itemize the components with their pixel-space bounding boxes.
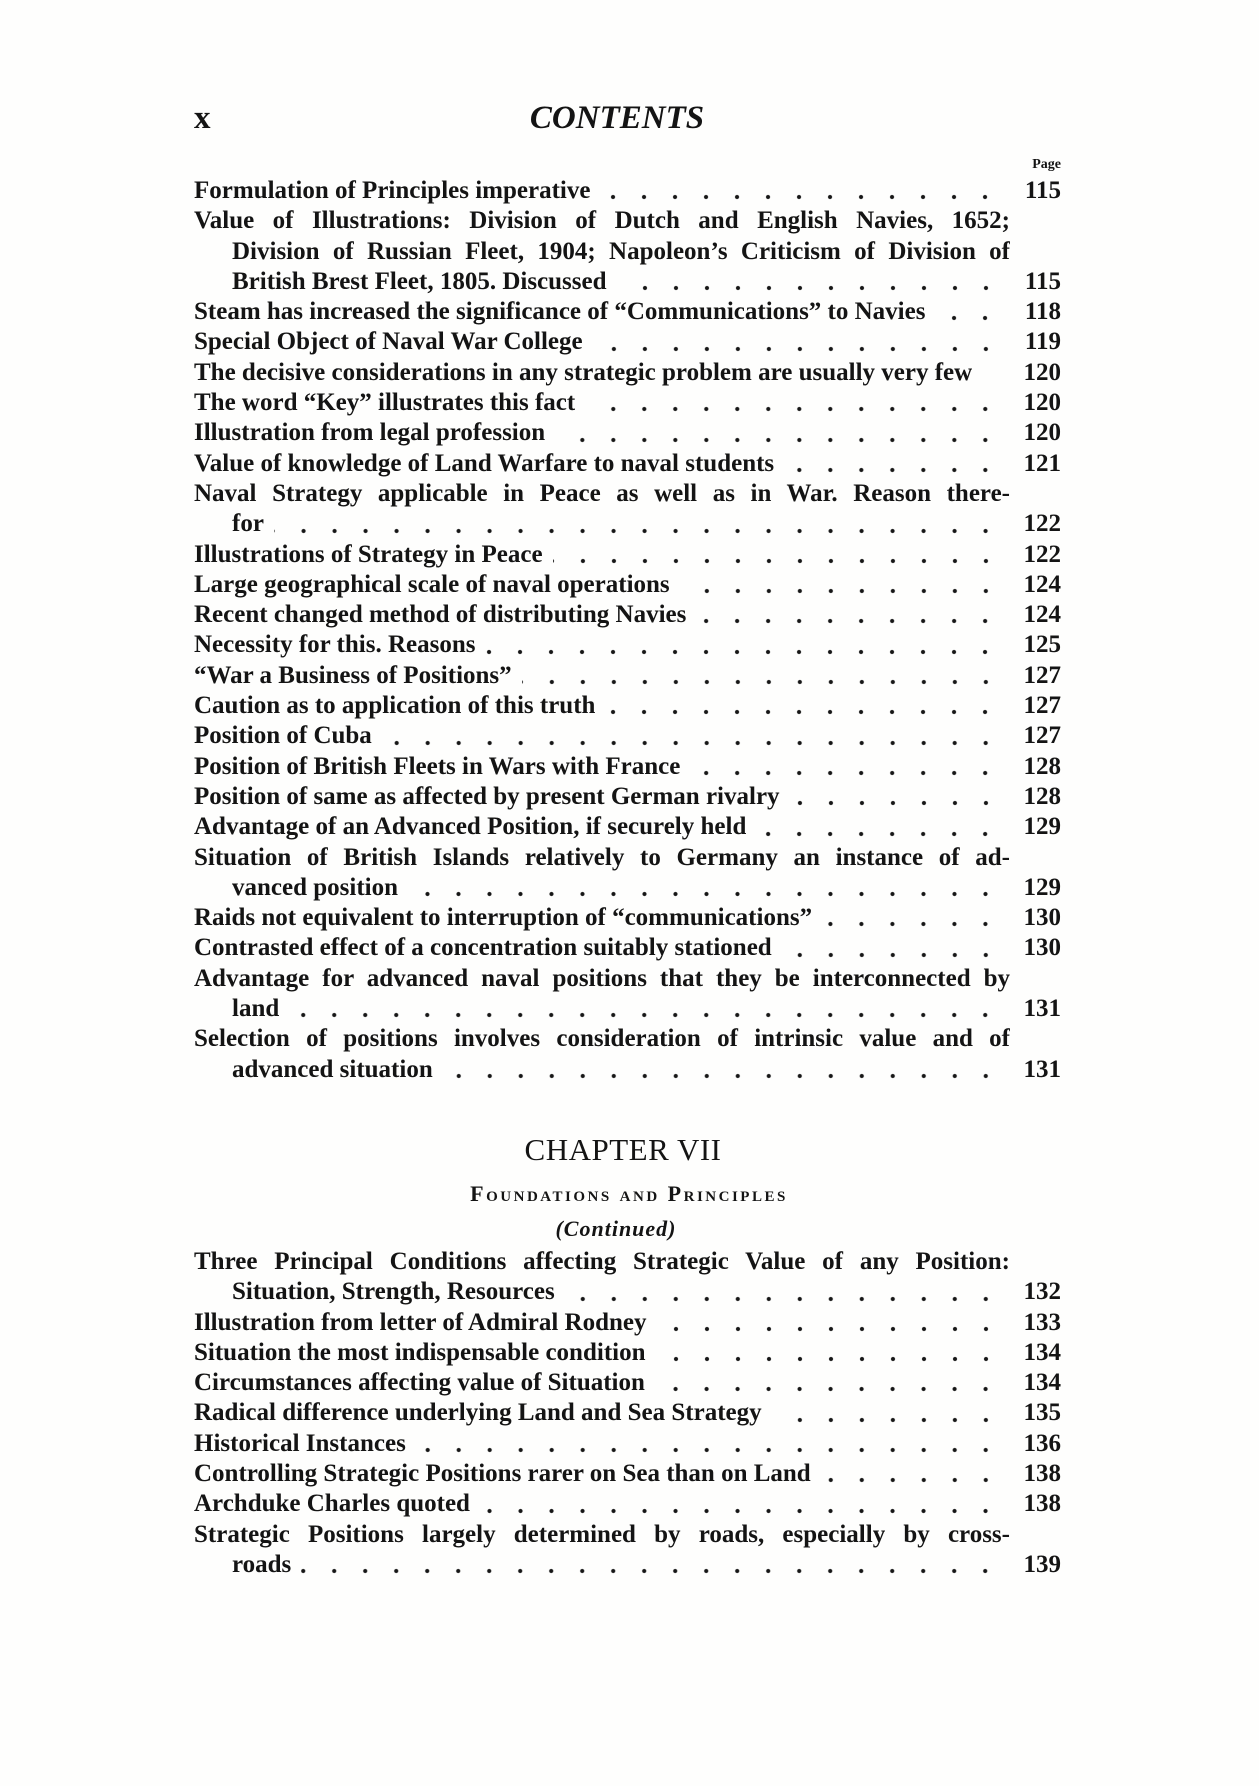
entry-title-line: Selection of positions involves consideration of intrinsic value and of — [194, 1025, 1010, 1053]
page-number: 127 — [1023, 692, 1061, 720]
page-number: 138 — [1023, 1460, 1061, 1488]
page-number: 135 — [1023, 1399, 1061, 1427]
entry-title: Steam has increased the significance of “Communications” to Navies — [194, 298, 926, 326]
page-number: 122 — [1023, 540, 1061, 568]
entry-title: Contrasted effect of a concentration suitably stationed — [194, 934, 772, 962]
toc-entry — [194, 206, 1061, 297]
toc-line — [194, 297, 1061, 327]
page-number: 130 — [1023, 904, 1061, 932]
dot-leader — [784, 449, 1001, 479]
dot-leader — [553, 540, 1001, 570]
page-column-label: Page — [1032, 157, 1061, 172]
page-number: 125 — [1023, 631, 1061, 659]
toc-entry — [194, 933, 1061, 963]
toc-line — [194, 1308, 1061, 1338]
toc-line — [194, 1368, 1061, 1398]
dot-leader — [443, 1055, 1001, 1085]
toc-entry — [194, 176, 1061, 206]
entry-title: British Brest Fleet, 1805. Discussed — [232, 267, 607, 295]
page-number: 139 — [1023, 1550, 1061, 1578]
entry-title: Necessity for this. Reasons — [194, 631, 476, 659]
toc-entry — [194, 1520, 1061, 1581]
toc-line — [194, 630, 1061, 660]
chapter-heading: CHAPTER VII — [524, 1132, 722, 1167]
entry-title: Caution as to application of this truth — [194, 692, 596, 720]
toc-entry — [194, 752, 1061, 782]
toc-entry — [194, 812, 1061, 842]
toc-line — [194, 449, 1061, 479]
toc-line — [232, 873, 1061, 903]
chapter-note: (Continued) — [555, 1216, 677, 1241]
toc-line — [194, 540, 1061, 570]
toc-entry — [194, 630, 1061, 660]
entry-title: “War a Business of Positions” — [194, 661, 512, 689]
toc-entry — [194, 1489, 1061, 1519]
dot-leader — [982, 358, 1001, 388]
entry-title: Raids not equivalent to interruption of “communications” — [194, 904, 813, 932]
dot-leader — [593, 327, 1001, 357]
dot-leader — [696, 600, 1001, 630]
page-number: 121 — [1023, 449, 1061, 477]
page-number: 127 — [1023, 722, 1061, 750]
page-number: 124 — [1023, 601, 1061, 629]
dot-leader — [822, 903, 1001, 933]
toc-entry — [194, 1368, 1061, 1398]
entry-title-line: Three Principal Conditions affecting Strategic Value of any Position: — [194, 1248, 1010, 1275]
dot-leader — [301, 1550, 1001, 1580]
entry-title: Illustrations of Strategy in Peace — [194, 540, 543, 568]
toc-line — [232, 509, 1061, 539]
toc-entry — [194, 1398, 1061, 1428]
dot-leader — [485, 630, 1001, 660]
page-number: 115 — [1024, 267, 1061, 295]
page-number: 129 — [1023, 813, 1061, 841]
page-number: 131 — [1023, 1055, 1061, 1083]
dot-leader — [585, 388, 1001, 418]
dot-leader — [408, 873, 1001, 903]
entry-title: Advantage of an Advanced Position, if securely held — [194, 813, 747, 841]
toc-line — [194, 903, 1061, 933]
toc-entry — [194, 843, 1061, 904]
entry-title-line: Value of Illustrations: Division of Dutch and English Navies, 1652; — [194, 207, 1010, 235]
toc-entry — [194, 418, 1061, 448]
dot-leader — [274, 509, 1001, 539]
dot-leader — [656, 1338, 1002, 1368]
toc-line — [194, 691, 1061, 721]
dot-leader — [655, 1368, 1001, 1398]
toc-line — [194, 600, 1061, 630]
chapter-contents-list — [194, 1247, 1061, 1580]
dot-leader — [565, 1277, 1001, 1307]
toc-entry — [194, 1338, 1061, 1368]
toc-line — [194, 812, 1061, 842]
dot-leader — [756, 812, 1001, 842]
dot-leader — [289, 994, 1001, 1024]
dot-leader — [605, 691, 1001, 721]
dot-leader — [555, 418, 1001, 448]
entry-title-line: Advantage for advanced naval positions that they be interconnected by — [194, 964, 1010, 992]
dot-leader — [600, 176, 1001, 206]
dot-leader — [480, 1489, 1001, 1519]
entry-title: for — [232, 510, 264, 538]
contents-list — [194, 176, 1061, 1085]
toc-entry — [194, 1429, 1061, 1459]
toc-entry — [194, 964, 1061, 1025]
toc-line — [232, 1055, 1061, 1085]
toc-line — [194, 418, 1061, 448]
page-number: 128 — [1023, 782, 1061, 810]
toc-line — [232, 267, 1061, 297]
entry-title: advanced situation — [232, 1055, 433, 1083]
entry-title: Circumstances affecting value of Situation — [194, 1369, 645, 1397]
toc-entry — [194, 661, 1061, 691]
dot-leader — [617, 267, 1001, 297]
dot-leader — [772, 1398, 1001, 1428]
entry-title: The decisive considerations in any strategic problem are usually very few — [194, 358, 973, 386]
toc-line — [232, 1550, 1061, 1580]
entry-title: Controlling Strategic Positions rarer on Sea than on Land — [194, 1460, 811, 1488]
page-number: 127 — [1023, 661, 1061, 689]
entry-title: Formulation of Principles imperative — [194, 177, 591, 204]
entry-title-line: Naval Strategy applicable in Peace as well as in War. Reason there- — [194, 479, 1010, 507]
toc-entry — [194, 388, 1061, 418]
page-number: 118 — [1024, 298, 1061, 326]
entry-title: Illustration from legal profession — [194, 419, 546, 447]
toc-line — [232, 1277, 1061, 1307]
page-number: 115 — [1024, 177, 1061, 204]
toc-line — [194, 1429, 1061, 1459]
entry-title-line: Division of Russian Fleet, 1904; Napoleon’s Criticism of Division of — [232, 237, 1010, 265]
toc-line — [194, 358, 1061, 388]
toc-entry — [194, 1308, 1061, 1338]
running-title: CONTENTS — [529, 100, 705, 136]
entry-title: Illustration from letter of Admiral Rodney — [194, 1308, 647, 1336]
dot-leader — [416, 1429, 1001, 1459]
chapter-title: Foundations and Principles — [470, 1181, 788, 1206]
toc-line — [194, 752, 1061, 782]
entry-title-line: Situation of British Islands relatively to Germany an instance of ad- — [194, 843, 1010, 871]
entry-title: Position of same as affected by present German rivalry — [194, 782, 780, 810]
entry-title: Archduke Charles quoted — [194, 1490, 470, 1518]
page-number: 124 — [1023, 570, 1061, 598]
dot-leader — [821, 1459, 1001, 1489]
dot-leader — [382, 721, 1001, 751]
toc-line — [194, 933, 1061, 963]
toc-line — [194, 388, 1061, 418]
toc-entry — [194, 691, 1061, 721]
toc-entry — [194, 358, 1061, 388]
toc-line — [194, 661, 1061, 691]
page-number: 122 — [1023, 510, 1061, 538]
entry-title: land — [232, 995, 280, 1023]
page-number: 120 — [1023, 358, 1061, 386]
page-number: 132 — [1023, 1278, 1061, 1306]
page-number: 130 — [1023, 934, 1061, 962]
entry-title: Special Object of Naval War College — [194, 328, 583, 356]
toc-line — [194, 1489, 1061, 1519]
toc-entry — [194, 479, 1061, 540]
page-number: 120 — [1023, 419, 1061, 447]
toc-entry — [194, 1459, 1061, 1489]
page-number: 120 — [1023, 389, 1061, 417]
page-number: 131 — [1023, 995, 1061, 1023]
dot-leader — [657, 1308, 1001, 1338]
toc-entry — [194, 327, 1061, 357]
entry-title-line: Strategic Positions largely determined by roads, especially by cross- — [194, 1520, 1010, 1548]
page-number: 138 — [1023, 1490, 1061, 1518]
toc-line — [194, 721, 1061, 751]
entry-title: Historical Instances — [194, 1429, 406, 1457]
dot-leader — [690, 752, 1001, 782]
dot-leader — [782, 933, 1001, 963]
entry-title: Value of knowledge of Land Warfare to naval students — [194, 449, 775, 477]
entry-title: Situation the most indispensable condition — [194, 1338, 646, 1366]
toc-entry — [194, 1024, 1061, 1085]
toc-entry — [194, 721, 1061, 751]
entry-title: roads — [232, 1550, 292, 1578]
entry-title: Recent changed method of distributing Navies — [194, 601, 687, 629]
toc-entry — [194, 1247, 1061, 1308]
dot-leader — [935, 297, 1001, 327]
toc-line — [194, 1459, 1061, 1489]
dot-leader — [680, 570, 1001, 600]
page-number: 128 — [1023, 752, 1061, 780]
toc-line — [194, 1398, 1061, 1428]
page-number: 136 — [1023, 1429, 1061, 1457]
toc-line — [194, 570, 1061, 600]
entry-title: The word “Key” illustrates this fact — [194, 389, 576, 417]
toc-entry — [194, 903, 1061, 933]
toc-line — [194, 327, 1061, 357]
toc-entry — [194, 570, 1061, 600]
dot-leader — [790, 782, 1001, 812]
page-number: 133 — [1023, 1308, 1061, 1336]
entry-title: Position of Cuba — [194, 722, 372, 750]
toc-line — [194, 782, 1061, 812]
page-number: 134 — [1023, 1369, 1061, 1397]
toc-entry — [194, 782, 1061, 812]
page-number: 129 — [1023, 873, 1061, 901]
entry-title: Large geographical scale of naval operations — [194, 570, 670, 598]
entry-title: Radical difference underlying Land and Sea Strategy — [194, 1399, 762, 1427]
toc-entry — [194, 600, 1061, 630]
entry-title: Position of British Fleets in Wars with France — [194, 752, 681, 780]
toc-entry — [194, 449, 1061, 479]
toc-line — [232, 994, 1061, 1024]
page-number: 134 — [1023, 1338, 1061, 1366]
dot-leader — [522, 661, 1001, 691]
toc-entry — [194, 297, 1061, 327]
entry-title: Situation, Strength, Resources — [232, 1278, 555, 1306]
page-folio: x — [194, 100, 211, 136]
toc-entry — [194, 540, 1061, 570]
entry-title: vanced position — [232, 873, 399, 901]
page-number: 119 — [1024, 328, 1061, 356]
toc-line — [194, 176, 1061, 206]
toc-line — [194, 1338, 1061, 1368]
